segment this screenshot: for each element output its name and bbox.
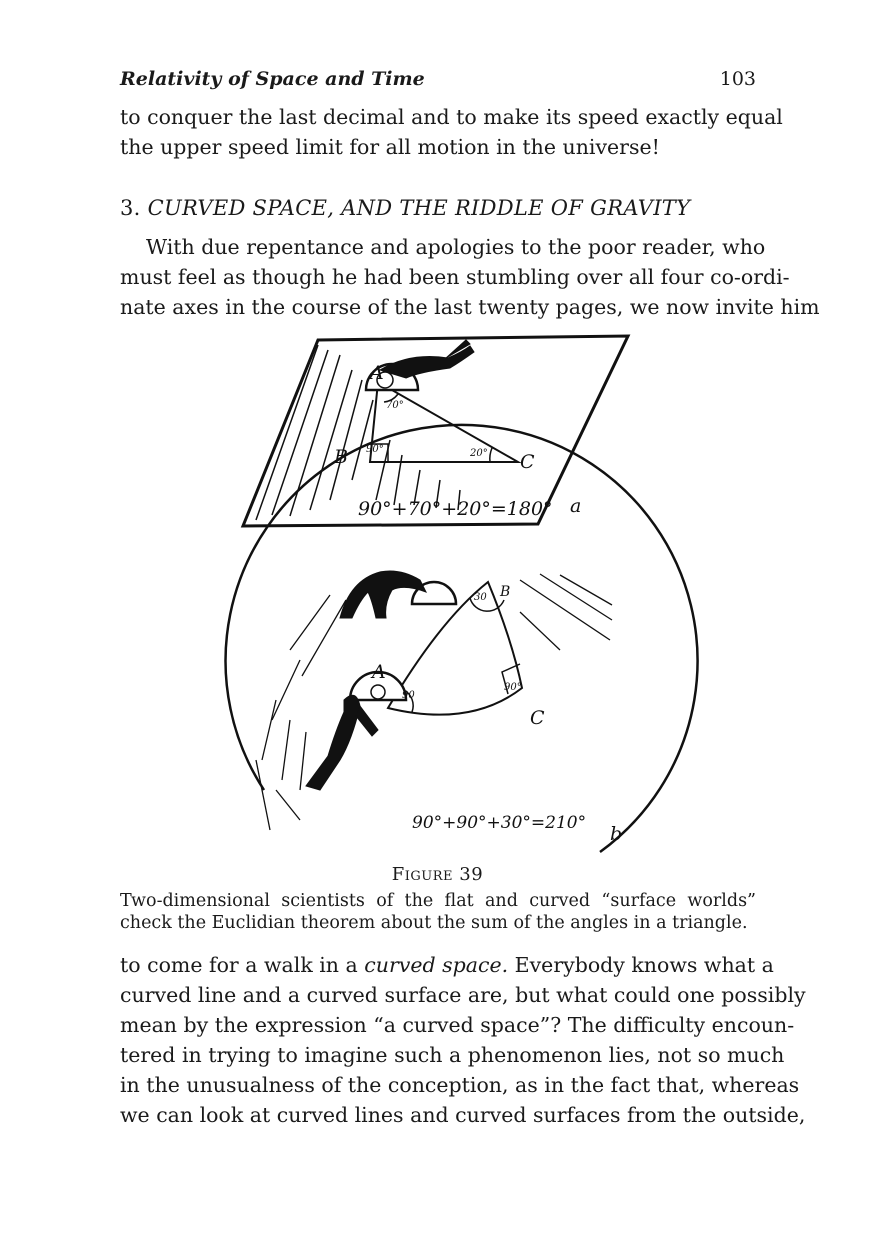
text-line: mean by the expression “a curved space”? The difficulty encoun- xyxy=(120,1013,795,1037)
text-line: tered in trying to imagine such a phenomenon lies, not so much xyxy=(120,1043,785,1067)
figure-label-word: Figure xyxy=(391,864,454,885)
flat-label-c: C xyxy=(520,451,535,473)
figure-caption xyxy=(120,890,756,934)
flat-label-a: A xyxy=(370,362,384,384)
flat-panel-label: a xyxy=(570,495,582,517)
flat-angle-a: 70° xyxy=(386,400,404,411)
emphasis-curved-space: curved space. xyxy=(364,953,509,977)
text-line: to conquer the last decimal and to make its speed exactly equal xyxy=(120,105,783,129)
figure-label xyxy=(0,864,875,885)
text-line: must feel as though he had been stumbling over all four co-ordi- xyxy=(120,265,790,289)
curved-hatching xyxy=(256,574,612,830)
flat-angle-c: 20° xyxy=(470,448,488,459)
text-line: With due repentance and apologies to the poor reader, who xyxy=(146,235,766,259)
page-number: 103 xyxy=(719,68,756,90)
section-number: 3. xyxy=(120,196,141,220)
paragraph-3 xyxy=(120,950,806,1130)
curved-angle-b: 30 xyxy=(474,592,487,603)
sphere-outline xyxy=(226,425,698,852)
curved-angle-sum: 90°+90°+30°=210° xyxy=(412,813,587,833)
flat-scientist-icon xyxy=(380,346,474,378)
figure-number: 39 xyxy=(459,864,484,885)
text-line: in the unusualness of the conception, as in the fact that, whereas xyxy=(120,1073,800,1097)
text-line: curved line and a curved surface are, but what could one possibly xyxy=(120,983,806,1007)
curved-label-a: A xyxy=(372,661,386,683)
text-line: nate axes in the course of the last twenty pages, we now invite him xyxy=(120,295,820,319)
curved-world-diagram xyxy=(226,425,698,852)
curved-panel-label: b xyxy=(610,823,623,845)
curved-angle-c: 90° xyxy=(504,682,522,693)
curved-angle-a: 90 xyxy=(402,690,415,701)
caption-line: Two-dimensional scientists of the flat and curved “surface worlds” xyxy=(120,891,756,911)
flat-angle-sum: 90°+70°+20°=180° xyxy=(358,498,553,520)
flat-triangle xyxy=(370,382,518,462)
curved-label-c: C xyxy=(530,707,545,729)
caption-line: check the Euclidian theorem about the sum of the angles in a triangle. xyxy=(120,913,748,933)
curved-label-b: B xyxy=(500,584,511,600)
section-title: CURVED SPACE, AND THE RIDDLE OF GRAVITY xyxy=(147,196,691,220)
text-run: Everybody knows what a xyxy=(508,953,774,977)
text-line xyxy=(120,950,774,980)
flat-angle-b: 90° xyxy=(366,444,384,455)
curved-scientist-icon xyxy=(306,695,360,790)
text-run: to come for a walk in a xyxy=(120,953,365,977)
running-title: Relativity of Space and Time xyxy=(120,68,425,90)
text-line: the upper speed limit for all motion in the universe! xyxy=(120,135,660,159)
flat-label-b: B xyxy=(334,446,348,468)
text-line: we can look at curved lines and curved surfaces from the outside, xyxy=(120,1103,806,1127)
